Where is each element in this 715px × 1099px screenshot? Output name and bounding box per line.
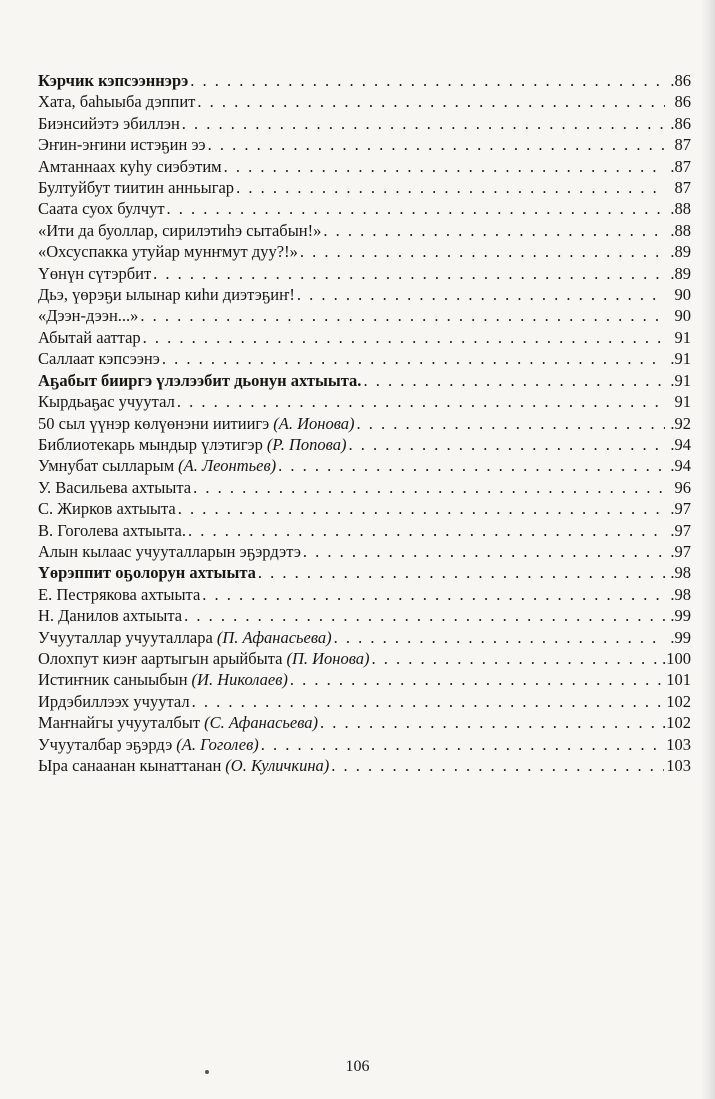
dot-leader [297, 284, 665, 305]
toc-entry [38, 498, 691, 519]
dot-leader [348, 434, 665, 455]
toc-entry-title: Аҕабыт бииргэ үлэлээбит дьонун ахтыыта. [38, 370, 362, 390]
toc-entry-title: Абытай ааттар [38, 327, 141, 347]
toc-entry-page: 87 [674, 178, 691, 198]
toc-entry [38, 691, 691, 712]
toc-entry-page: .94 [670, 456, 691, 476]
print-speck [205, 1070, 209, 1074]
toc-entry [38, 177, 691, 198]
toc-entry-page: .86 [670, 71, 691, 90]
toc-entry-page: .97 [670, 499, 691, 519]
dot-leader [167, 198, 665, 219]
dot-leader [334, 627, 665, 648]
dot-leader [182, 113, 665, 134]
toc-entry-title: «Дээн-дээн...» [38, 306, 139, 326]
toc-entry-title: Кэрчик кэпсээннэрэ [38, 71, 189, 90]
toc-entry-title: Учууталлар учууталлара [38, 627, 213, 647]
dot-leader [193, 477, 665, 498]
toc-entry-title: Бултуйбут тиитин анньыгар [38, 178, 235, 198]
dot-leader [188, 520, 665, 541]
toc-entry [38, 156, 691, 177]
toc-entry [38, 755, 691, 776]
dot-leader [300, 241, 665, 262]
toc-entry-page: .99 [670, 627, 691, 647]
page-number: 106 [345, 1058, 370, 1075]
toc-section-heading [38, 370, 691, 391]
toc-entry [38, 391, 691, 412]
dot-leader [197, 91, 665, 112]
dot-leader [202, 584, 665, 605]
toc-entry [38, 648, 691, 669]
dot-leader [278, 455, 665, 476]
toc-entry-author: (П. Афанасьева) [216, 627, 332, 647]
toc-entry-page: 102 [666, 691, 691, 711]
toc-entry-page: .91 [670, 349, 691, 369]
toc-entry [38, 91, 691, 112]
toc-entry [38, 455, 691, 476]
toc-entry-title: Алын кылаас учууталларын эҕэрдэтэ [38, 541, 301, 561]
toc-entry-title: Саата суох булчут [38, 199, 165, 219]
toc-entry [38, 541, 691, 562]
toc-entry-page: 103 [666, 734, 691, 754]
dot-leader [153, 263, 665, 284]
toc-entry-page: .88 [670, 199, 691, 219]
toc-entry-title: Үөнүн сүтэрбит [38, 263, 152, 283]
toc-entry-page: .89 [670, 242, 691, 262]
dot-leader [363, 370, 665, 391]
toc-entry [38, 220, 691, 241]
toc-entry-page: .92 [670, 413, 691, 433]
toc-entry-title: Маҥнайгы учууталбыт [38, 713, 201, 733]
toc-entry-author: (А. Леонтьев) [178, 456, 277, 476]
toc-entry-title: У. Васильева ахтыыта [38, 477, 192, 497]
toc-entry-title: Хата, баһыыба дэппит [38, 92, 196, 112]
toc-entry-title: Олохпут киэҥ аартыгын арыйбыта [38, 648, 283, 668]
toc-entry [38, 477, 691, 498]
dot-leader [236, 177, 665, 198]
toc-entry-title: 50 сыл үүнэр көлүөнэни иитиигэ [38, 413, 270, 433]
toc-entry-page: 101 [666, 670, 691, 690]
toc-entry-page: .97 [670, 520, 691, 540]
toc-entry [38, 413, 691, 434]
dot-leader [331, 755, 664, 776]
toc-entry [38, 327, 691, 348]
toc-entry-page: .98 [670, 563, 691, 583]
toc-entry-page: .88 [670, 220, 691, 240]
toc-entry-title: Истиҥник саныыбын [38, 670, 188, 690]
toc-entry-title: Библиотекарь мындыр үлэтигэр [38, 434, 263, 454]
toc-entry [38, 734, 691, 755]
toc-entry-title: «Ити да буоллар, сирилэтиһэ сытабын!» [38, 220, 322, 240]
dot-leader [178, 498, 665, 519]
toc-entry-page: .97 [670, 541, 691, 561]
toc-entry-author: (С. Афанасьева) [204, 713, 319, 733]
toc-entry-page: 90 [674, 285, 691, 305]
toc-entry-title: Н. Данилов ахтыыта [38, 606, 183, 626]
dot-leader [320, 712, 660, 733]
toc-entry-title: Амтаннаах куһу сиэбэтим [38, 156, 222, 176]
toc-entry-page: .86 [670, 113, 691, 133]
dot-leader [224, 156, 665, 177]
toc-entry-page: 96 [674, 477, 691, 497]
toc-entry [38, 434, 691, 455]
dot-leader [143, 327, 665, 348]
toc-entry-title: Эҥин-эҥини истэҕин ээ [38, 135, 206, 155]
toc-entry-title: Ирдэбиллээх учуутал [38, 691, 190, 711]
toc-entry-page: 86 [674, 92, 691, 112]
toc-entry-page: .98 [670, 584, 691, 604]
toc-entry-title: Саллаат кэпсээнэ [38, 349, 160, 369]
toc-section-heading [38, 562, 691, 583]
dot-leader [192, 691, 665, 712]
toc-entry-page: .100 [662, 648, 691, 668]
dot-leader [184, 605, 665, 626]
dot-leader [208, 134, 665, 155]
toc-entry-page: 103 [666, 756, 691, 775]
toc-entry-page: .89 [670, 263, 691, 283]
toc-entry-title: Дьэ, үөрэҕи ылынар киһи диэтэҕиҥ! [38, 285, 295, 305]
toc-entry-title: В. Гоголева ахтыыта. [38, 520, 186, 540]
toc-entry-author: (О. Куличкина) [225, 756, 330, 775]
toc-entry [38, 198, 691, 219]
toc-entry [38, 305, 691, 326]
toc-entry-page: 91 [674, 327, 691, 347]
toc-entry-author: (Р. Попова) [266, 434, 347, 454]
toc-entry-author: (П. Ионова) [286, 648, 370, 668]
toc-entry-title: С. Жирков ахтыыта [38, 499, 176, 519]
toc-entry [38, 712, 691, 733]
toc-entry-title: Кырдьаҕас учуутал [38, 392, 175, 412]
dot-leader [162, 348, 665, 369]
toc-entry-page: .87 [670, 156, 691, 176]
toc-entry-page: .99 [670, 606, 691, 626]
dot-leader [177, 391, 665, 412]
toc-entry [38, 605, 691, 626]
toc-entry [38, 627, 691, 648]
toc-entry [38, 241, 691, 262]
toc-entry-title: Ыра санаанан кынаттанан [38, 756, 222, 775]
toc-entry-title: Умнубат сылларым [38, 456, 175, 476]
toc-entry [38, 134, 691, 155]
dot-leader [357, 413, 666, 434]
dot-leader [258, 562, 665, 583]
toc-section-heading [38, 70, 691, 91]
toc-entry-page: .94 [670, 434, 691, 454]
dot-leader [303, 541, 665, 562]
toc-entry [38, 669, 691, 690]
toc-entry [38, 520, 691, 541]
toc-entry-title: Е. Пестрякова ахтыыта [38, 584, 201, 604]
toc-entry-title: Учууталбар эҕэрдэ [38, 734, 173, 754]
dot-leader [261, 734, 665, 755]
toc-entry-author: (И. Николаев) [191, 670, 288, 690]
toc-entry-author: (А. Ионова) [273, 413, 355, 433]
toc-entry-title: Биэнсийэтэ эбиллэн [38, 113, 180, 133]
toc-entry [38, 284, 691, 305]
toc-entry [38, 584, 691, 605]
toc-entry-page: 87 [674, 135, 691, 155]
toc-entry-page: 90 [674, 306, 691, 326]
page-edge-shadow [701, 0, 715, 1099]
toc-entry-author: (А. Гоголев) [176, 734, 259, 754]
toc-entry [38, 348, 691, 369]
dot-leader [190, 70, 665, 91]
toc-entry-title: «Охсуспакка утуйар мунҥмут дуу?!» [38, 242, 298, 262]
table-of-contents [38, 70, 691, 776]
toc-entry-page: .102 [662, 713, 691, 733]
dot-leader [290, 669, 664, 690]
toc-entry [38, 263, 691, 284]
toc-entry-title: Үөрэппит оҕолорун ахтыыта [38, 563, 256, 583]
toc-entry [38, 113, 691, 134]
toc-entry-page: 91 [674, 392, 691, 412]
toc-entry-page: .91 [670, 370, 691, 390]
dot-leader [323, 220, 665, 241]
dot-leader [372, 648, 661, 669]
dot-leader [140, 305, 665, 326]
